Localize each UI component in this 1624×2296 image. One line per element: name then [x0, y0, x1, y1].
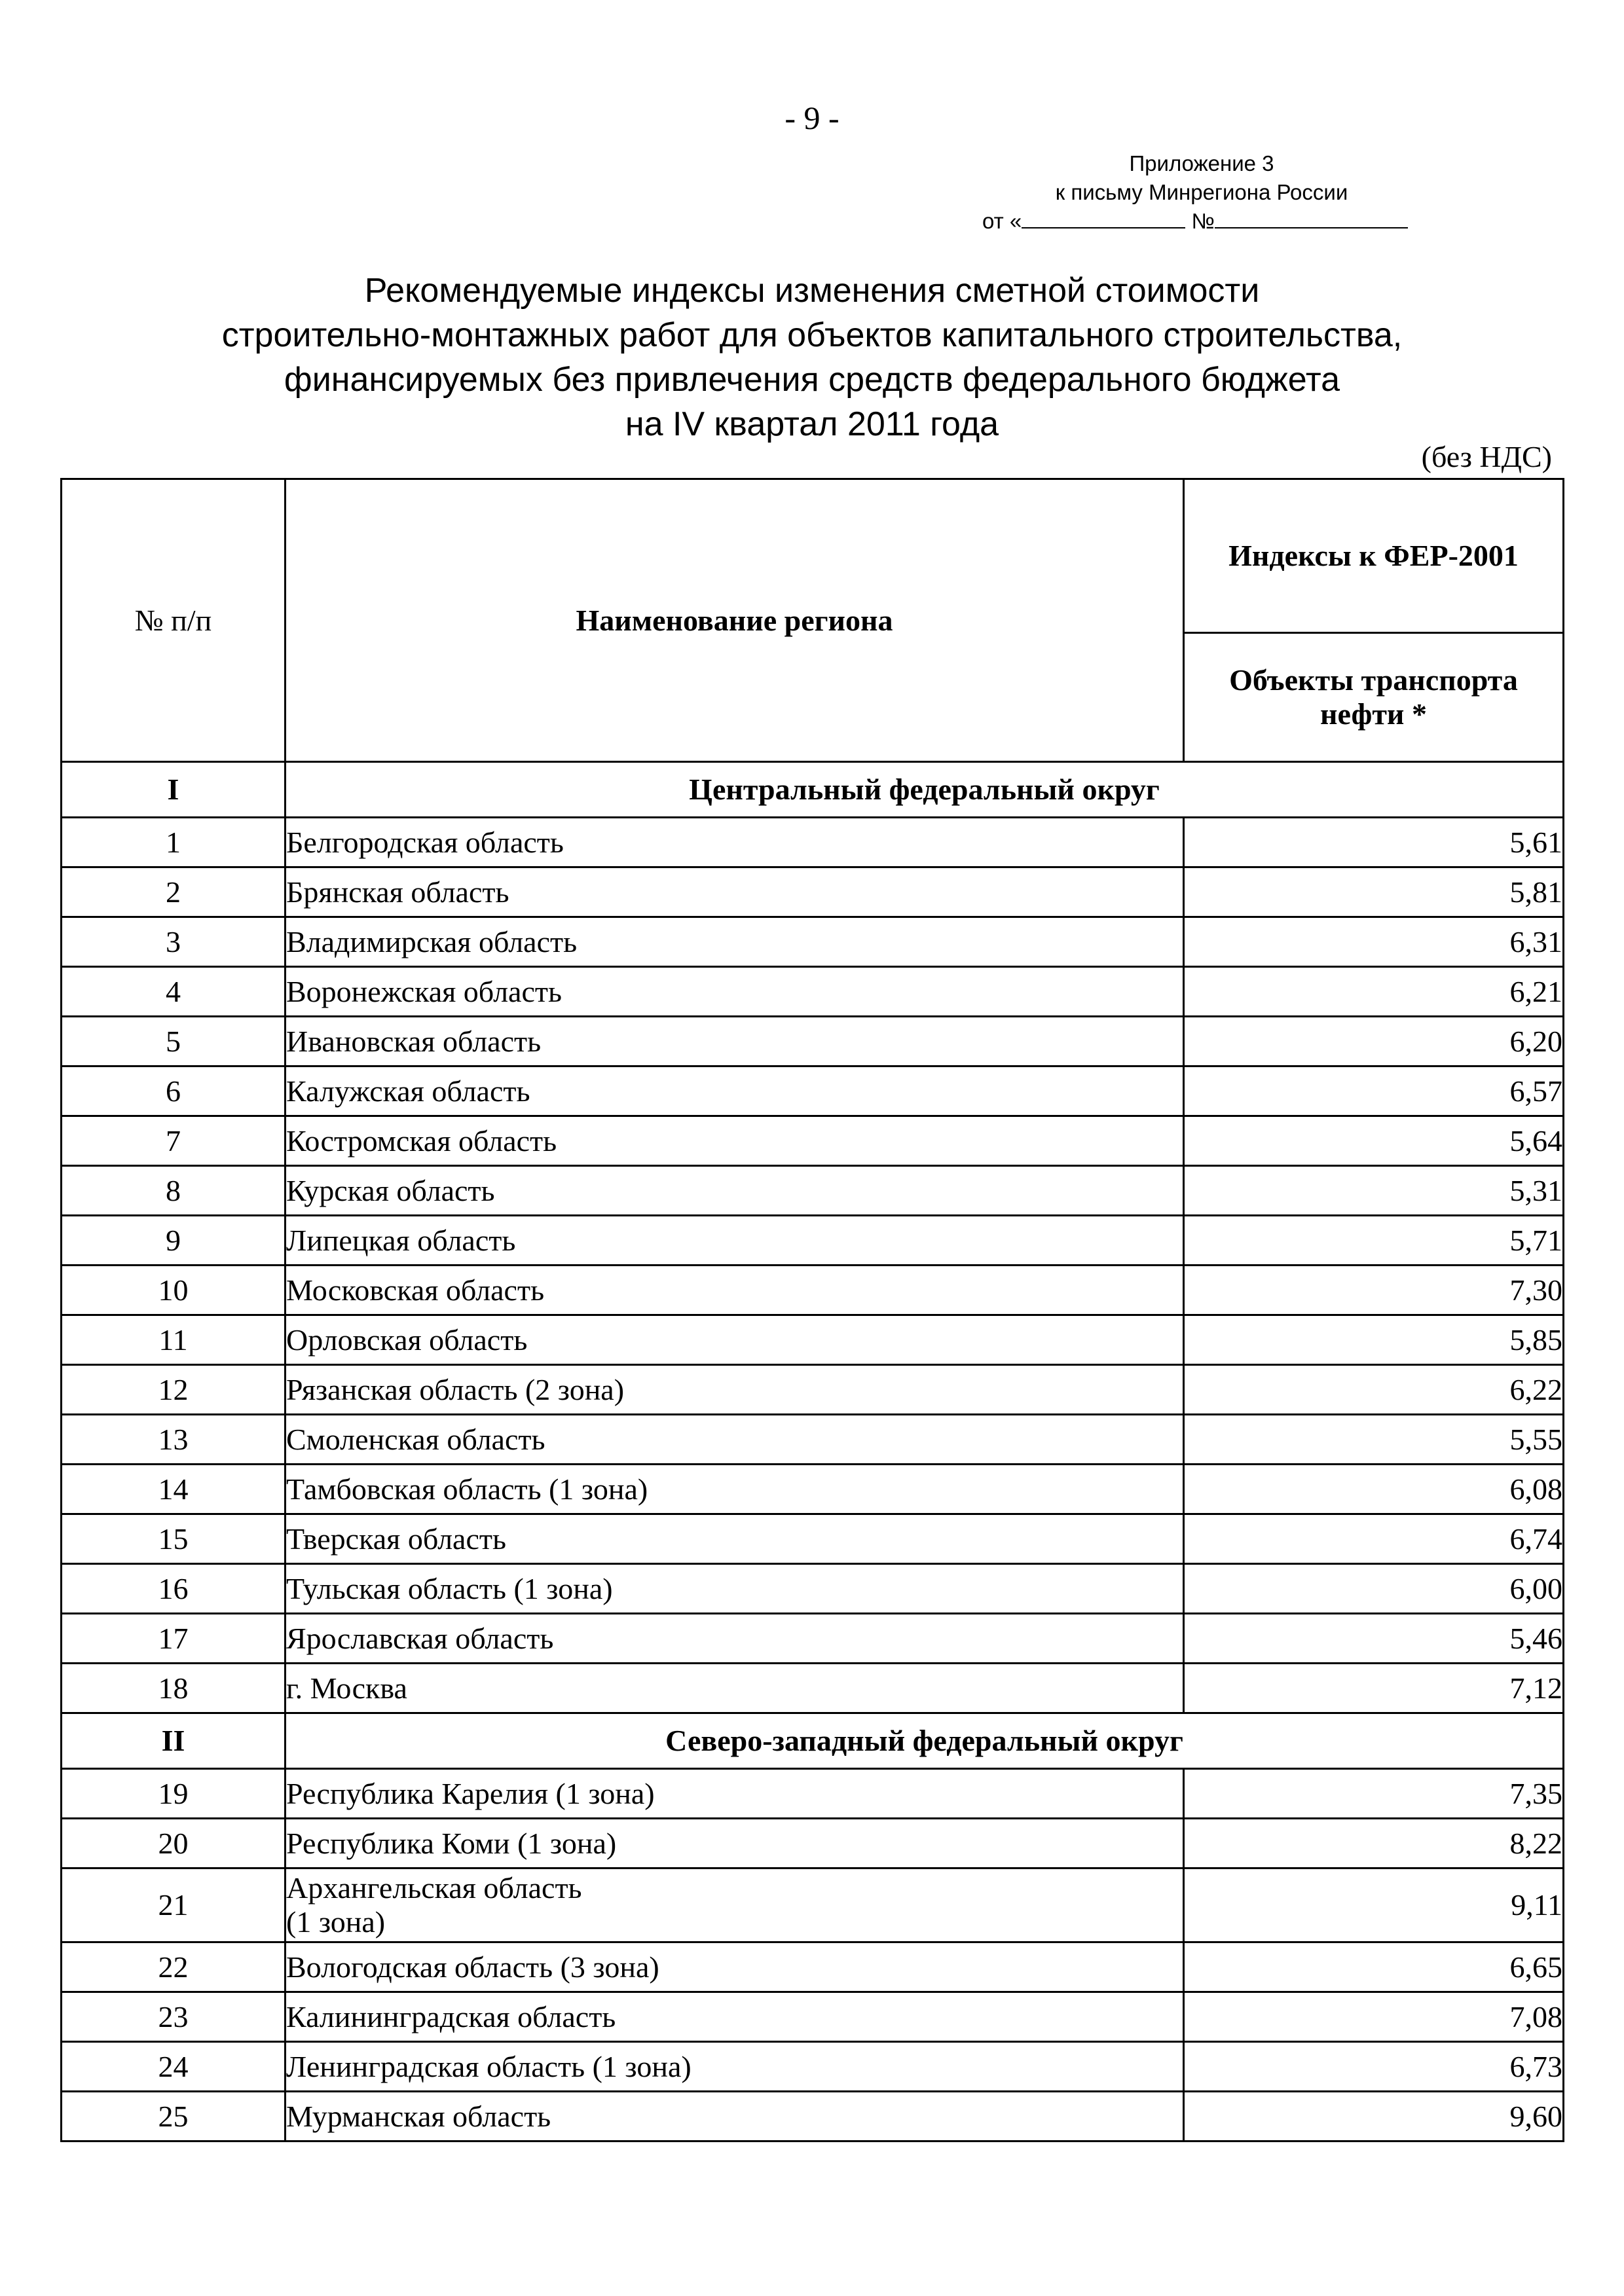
- table-row: [62, 1066, 1564, 1116]
- row-number: 11: [62, 1315, 286, 1365]
- table-row: [62, 1514, 1564, 1564]
- section-row: [62, 1713, 1564, 1769]
- region-name: Белгородская область: [286, 818, 1184, 867]
- index-value: 6,00: [1184, 1564, 1564, 1614]
- row-number: 16: [62, 1564, 286, 1614]
- region-name: [286, 1868, 1184, 1942]
- region-name: Орловская область: [286, 1315, 1184, 1365]
- table-body: [62, 762, 1564, 2141]
- table-row: [62, 1216, 1564, 1266]
- index-value: 7,35: [1184, 1769, 1564, 1819]
- table-row: [62, 2042, 1564, 2092]
- region-name: Ленинградская область (1 зона): [286, 2042, 1184, 2092]
- index-value: 7,30: [1184, 1266, 1564, 1315]
- index-value: 9,11: [1184, 1868, 1564, 1942]
- from-label: от «: [982, 209, 1022, 233]
- section-title: Северо-западный федеральный округ: [286, 1713, 1564, 1769]
- region-name: Калужская область: [286, 1066, 1184, 1116]
- table-row: [62, 1365, 1564, 1415]
- table-row: [62, 867, 1564, 917]
- row-number: 20: [62, 1819, 286, 1868]
- section-number: II: [62, 1713, 286, 1769]
- index-value: 5,31: [1184, 1166, 1564, 1216]
- row-number: 18: [62, 1664, 286, 1713]
- region-name: Воронежская область: [286, 967, 1184, 1017]
- header-number: № п/п: [62, 479, 286, 762]
- region-name: Вологодская область (3 зона): [286, 1942, 1184, 1992]
- row-number: 7: [62, 1116, 286, 1166]
- index-value: 6,08: [1184, 1465, 1564, 1514]
- row-number: 24: [62, 2042, 286, 2092]
- index-value: 6,20: [1184, 1017, 1564, 1066]
- title-line-2: строительно-монтажных работ для объектов капитального строительства,: [221, 316, 1403, 354]
- region-name: Владимирская область: [286, 917, 1184, 967]
- header-oil-transport: Объекты транспорта нефти *: [1184, 633, 1564, 762]
- table-row: [62, 1819, 1564, 1868]
- page-number: - 9 -: [784, 100, 840, 136]
- index-value: 5,61: [1184, 818, 1564, 867]
- region-name: Мурманская область: [286, 2092, 1184, 2141]
- row-number: 9: [62, 1216, 286, 1266]
- index-value: 6,31: [1184, 917, 1564, 967]
- row-number: 2: [62, 867, 286, 917]
- row-number: 15: [62, 1514, 286, 1564]
- section-title: Центральный федеральный округ: [286, 762, 1564, 818]
- region-name: Липецкая область: [286, 1216, 1184, 1266]
- row-number: 12: [62, 1365, 286, 1415]
- row-number: 13: [62, 1415, 286, 1465]
- region-name: Костромская область: [286, 1116, 1184, 1166]
- section-row: [62, 762, 1564, 818]
- row-number: 17: [62, 1614, 286, 1664]
- table-row: [62, 917, 1564, 967]
- row-number: 25: [62, 2092, 286, 2141]
- region-name: Курская область: [286, 1166, 1184, 1216]
- section-number: I: [62, 762, 286, 818]
- row-number: 1: [62, 818, 286, 867]
- header-region: Наименование региона: [286, 479, 1184, 762]
- row-number: 19: [62, 1769, 286, 1819]
- table-row: [62, 1564, 1564, 1614]
- region-name: Рязанская область (2 зона): [286, 1365, 1184, 1415]
- index-value: 6,21: [1184, 967, 1564, 1017]
- index-value: 5,85: [1184, 1315, 1564, 1365]
- region-name-line: Архангельская область: [286, 1871, 582, 1904]
- number-blank: [1215, 208, 1408, 228]
- appendix-letter-ref: к письму Минрегиона России: [1055, 180, 1348, 204]
- row-number: 22: [62, 1942, 286, 1992]
- appendix-block: [917, 149, 1486, 236]
- region-name: Тульская область (1 зона): [286, 1564, 1184, 1614]
- index-value: 8,22: [1184, 1819, 1564, 1868]
- row-number: 23: [62, 1992, 286, 2042]
- table-row: [62, 1664, 1564, 1713]
- row-number: 8: [62, 1166, 286, 1216]
- region-name: Смоленская область: [286, 1415, 1184, 1465]
- appendix-date-number-line: [917, 207, 1486, 236]
- table-row: [62, 1017, 1564, 1066]
- title-line-1: Рекомендуемые индексы изменения сметной стоимости: [364, 272, 1260, 310]
- region-name: Республика Карелия (1 зона): [286, 1769, 1184, 1819]
- index-value: 7,12: [1184, 1664, 1564, 1713]
- date-blank: [1022, 208, 1185, 228]
- row-number: 21: [62, 1868, 286, 1942]
- index-value: 7,08: [1184, 1992, 1564, 2042]
- table-row: [62, 1166, 1564, 1216]
- index-value: 6,22: [1184, 1365, 1564, 1415]
- region-name: Брянская область: [286, 867, 1184, 917]
- region-name: Калининградская область: [286, 1992, 1184, 2042]
- index-value: 6,65: [1184, 1942, 1564, 1992]
- region-name: Республика Коми (1 зона): [286, 1819, 1184, 1868]
- index-value: 5,46: [1184, 1614, 1564, 1664]
- table-row: [62, 1116, 1564, 1166]
- region-name: Ярославская область: [286, 1614, 1184, 1664]
- index-value: 6,57: [1184, 1066, 1564, 1116]
- row-number: 14: [62, 1465, 286, 1514]
- table-row: [62, 1315, 1564, 1365]
- number-label: №: [1191, 209, 1215, 233]
- index-table: [60, 478, 1564, 2142]
- index-value: 6,73: [1184, 2042, 1564, 2092]
- region-name: Ивановская область: [286, 1017, 1184, 1066]
- row-number: 4: [62, 967, 286, 1017]
- index-value: 5,81: [1184, 867, 1564, 917]
- row-number: 6: [62, 1066, 286, 1116]
- table-row: [62, 1266, 1564, 1315]
- table-row: [62, 1868, 1564, 1942]
- appendix-title: Приложение 3: [1129, 151, 1274, 175]
- document-title: [0, 268, 1624, 446]
- region-name: Московская область: [286, 1266, 1184, 1315]
- region-name: г. Москва: [286, 1664, 1184, 1713]
- region-name: Тамбовская область (1 зона): [286, 1465, 1184, 1514]
- title-line-3: финансируемых без привлечения средств федерального бюджета: [284, 361, 1340, 399]
- header-index: Индексы к ФЕР-2001: [1184, 479, 1564, 633]
- row-number: 3: [62, 917, 286, 967]
- table-row: [62, 1992, 1564, 2042]
- region-name-line: (1 зона): [286, 1905, 386, 1939]
- table-row: [62, 818, 1564, 867]
- index-value: 5,71: [1184, 1216, 1564, 1266]
- title-line-4: на IV квартал 2011 года: [625, 405, 999, 443]
- region-name: Тверская область: [286, 1514, 1184, 1564]
- index-value: 6,74: [1184, 1514, 1564, 1564]
- table-row: [62, 1465, 1564, 1514]
- table-row: [62, 2092, 1564, 2141]
- row-number: 5: [62, 1017, 286, 1066]
- table-row: [62, 1942, 1564, 1992]
- index-value: 9,60: [1184, 2092, 1564, 2141]
- row-number: 10: [62, 1266, 286, 1315]
- index-value: 5,64: [1184, 1116, 1564, 1166]
- index-value: 5,55: [1184, 1415, 1564, 1465]
- table-row: [62, 1769, 1564, 1819]
- table-row: [62, 1415, 1564, 1465]
- table-row: [62, 967, 1564, 1017]
- table-row: [62, 1614, 1564, 1664]
- vat-note: (без НДС): [1421, 440, 1552, 473]
